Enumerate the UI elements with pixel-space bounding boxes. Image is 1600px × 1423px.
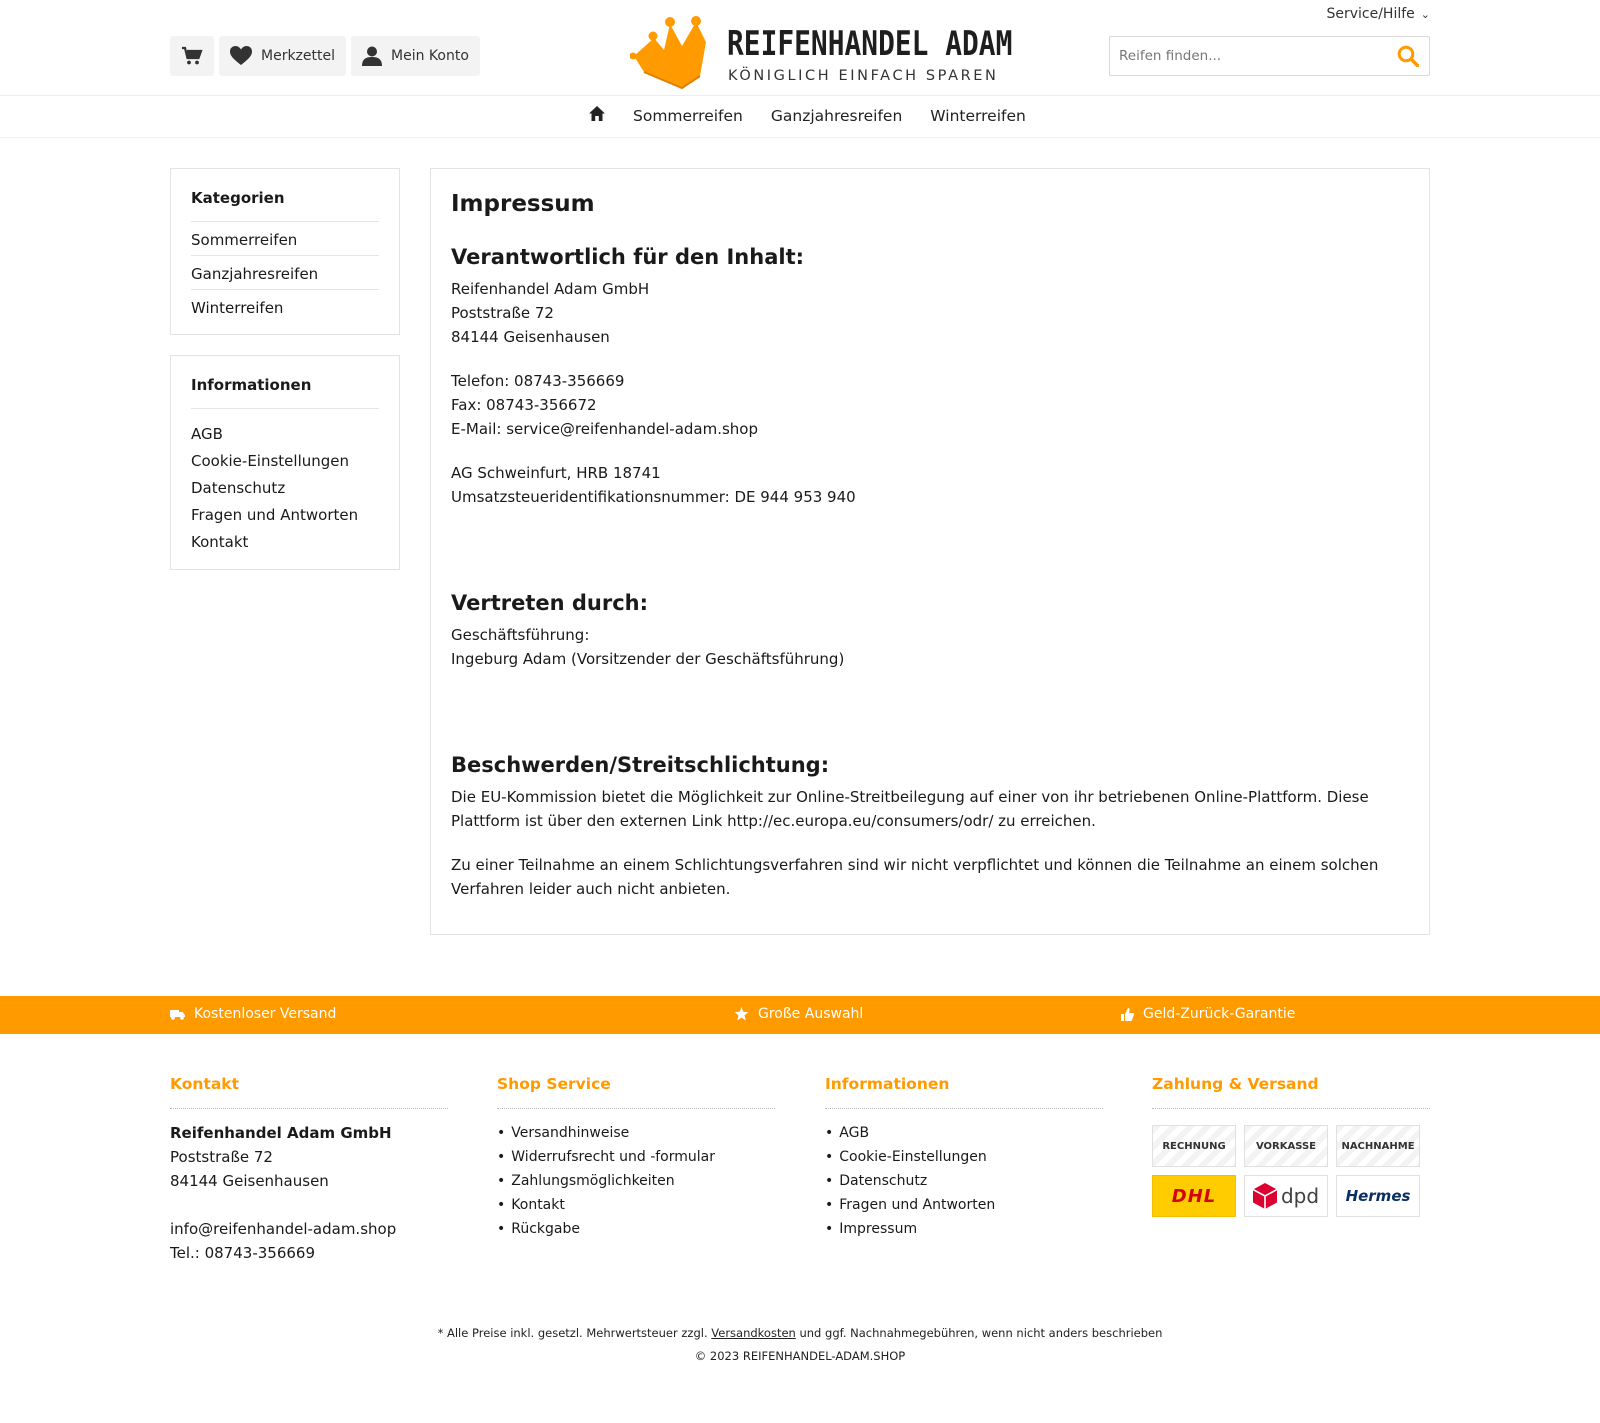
address-block [451,277,1409,349]
footer-service-title: Shop Service [497,1075,775,1109]
star-icon [734,1007,749,1021]
carrier-dpd-logo [1244,1175,1328,1217]
footer-link-rueckgabe[interactable]: Rückgabe [511,1221,581,1237]
footer-info-title: Informationen [825,1075,1103,1109]
dpd-cube-icon [1253,1183,1277,1209]
management-block [451,623,1409,671]
footer-contact [170,1075,448,1265]
footer-payment-title: Zahlung & Versand [1152,1075,1430,1109]
management-label: Geschäftsführung: [451,626,590,644]
footer-company: Reifenhandel Adam GmbH [170,1124,392,1142]
contact-block [451,369,1409,441]
odr-text: Die EU-Kommission bietet die Möglichkeit zur Online-Streitbeilegung auf einer von ihr betriebenen Online-Plattform. Diese Plattform ist über den externen Link [451,788,1369,830]
city: 84144 Geisenhausen [451,328,610,346]
account-button[interactable] [351,36,480,76]
odr-text-end: zu erreichen. [993,812,1096,830]
carrier-hermes-logo: Hermes [1336,1175,1420,1217]
account-label: Mein Konto [391,48,469,64]
sidebar-item-cookie[interactable]: Cookie-Einstellungen [191,452,350,470]
informationen-title: Informationen [191,376,379,409]
footer-email-link[interactable]: info@reifenhandel-adam.shop [170,1220,397,1238]
phone: Telefon: 08743-356669 [451,372,625,390]
usp-bar [0,996,1600,1034]
site-header [0,0,1600,96]
management-name: Ingeburg Adam (Vorsitzender der Geschäftsführung) [451,650,845,668]
chevron-down-icon: ⌄ [1420,7,1430,21]
vat-id: Umsatzsteueridentifikationsnummer: DE 944 953 940 [451,488,856,506]
sidebar-item-kontakt[interactable]: Kontakt [191,533,249,551]
merkzettel-label: Merkzettel [261,48,335,64]
user-icon [362,46,382,66]
search-icon [1397,45,1419,67]
dpd-label: dpd [1280,1184,1320,1208]
footer-phone: Tel.: 08743-356669 [170,1244,315,1262]
carrier-dhl-logo: DHL [1152,1175,1236,1217]
footer-shop-service [497,1075,775,1241]
footer-payment-shipping [1152,1075,1430,1217]
sidebar-item-faq[interactable]: Fragen und Antworten [191,506,359,524]
street: Poststraße 72 [451,304,554,322]
register-block [451,461,1409,509]
footer-informationen [825,1075,1103,1241]
payment-vorkasse: VORKASSE [1244,1125,1328,1167]
merkzettel-button[interactable] [219,36,346,76]
service-help-label: Service/Hilfe [1326,6,1415,22]
arbitration-paragraph: Zu einer Teilnahme an einem Schlichtungsverfahren sind wir nicht verpflichtet und können die Teilnahme an einem solchen Verfahren leider auch nicht anbieten. [451,856,1379,898]
sidebar-categories [170,168,400,335]
footer-city: 84144 Geisenhausen [170,1172,329,1190]
usp-label: Kostenloser Versand [194,1006,337,1022]
usp-free-shipping [170,1006,336,1022]
search-button[interactable] [1397,45,1419,71]
sidebar-item-ganzjahresreifen[interactable]: Ganzjahresreifen [191,265,319,283]
usp-label: Geld-Zurück-Garantie [1143,1006,1296,1022]
footer-link-cookie[interactable]: Cookie-Einstellungen [839,1149,987,1165]
usp-money-back [1121,1006,1295,1022]
cart-icon [181,46,203,66]
footer-link-faq[interactable]: Fragen und Antworten [839,1197,996,1213]
cart-button[interactable] [170,36,214,76]
categories-title: Kategorien [191,189,379,222]
payment-nachnahme: NACHNAHME [1336,1125,1420,1167]
main-navigation [0,96,1600,138]
footer-link-zahlung[interactable]: Zahlungsmöglichkeiten [511,1173,675,1189]
sidebar-item-winterreifen[interactable]: Winterreifen [191,299,284,317]
represented-heading: Vertreten durch: [451,591,649,615]
complaints-heading: Beschwerden/Streitschlichtung: [451,753,830,777]
sidebar-item-datenschutz[interactable]: Datenschutz [191,479,286,497]
footer-link-widerruf[interactable]: Widerrufsrecht und -formular [511,1149,715,1165]
footer-street: Poststraße 72 [170,1148,273,1166]
search-input[interactable] [1110,37,1380,75]
thumbs-up-icon [1121,1008,1134,1021]
nav-sommerreifen[interactable]: Sommerreifen [633,106,743,125]
logo-name: REIFENHANDEL ADAM [727,24,1013,64]
company-name: Reifenhandel Adam GmbH [451,280,650,298]
heart-icon [230,46,252,66]
home-button[interactable] [589,106,605,125]
truck-icon [170,1008,185,1020]
legal-suffix: und ggf. Nachnahmegebühren, wenn nicht anders beschrieben [795,1326,1163,1340]
email-prefix: E-Mail: [451,420,507,438]
nav-ganzjahresreifen[interactable]: Ganzjahresreifen [770,106,903,125]
usp-selection [734,1006,863,1022]
shipping-cost-link[interactable]: Versandkosten [711,1326,796,1340]
sidebar-item-agb[interactable]: AGB [191,425,223,443]
service-help-dropdown[interactable] [1326,6,1430,22]
home-icon [589,106,605,121]
site-logo[interactable] [630,14,1013,92]
footer-link-kontakt[interactable]: Kontakt [511,1197,565,1213]
payment-rechnung: RECHNUNG [1152,1125,1236,1167]
odr-link[interactable]: http://ec.europa.eu/consumers/odr/ [727,812,994,830]
legal-prefix: * Alle Preise inkl. gesetzl. Mehrwertsteuer zzgl. [437,1326,712,1340]
legal-note [0,1326,1600,1340]
responsible-heading: Verantwortlich für den Inhalt: [451,245,805,269]
fax: Fax: 08743-356672 [451,396,597,414]
footer-link-datenschutz[interactable]: Datenschutz [839,1173,928,1189]
crown-icon [630,16,710,90]
impressum-content [430,168,1430,935]
copyright: © 2023 REIFENHANDEL-ADAM.SHOP [694,1349,906,1363]
footer-link-impressum[interactable]: Impressum [839,1221,918,1237]
email-link[interactable]: service@reifenhandel-adam.shop [506,420,759,438]
nav-winterreifen[interactable]: Winterreifen [930,106,1026,125]
sidebar-item-sommerreifen[interactable]: Sommerreifen [191,231,298,249]
logo-slogan: KÖNIGLICH EINFACH SPAREN [728,68,999,84]
header-actions [170,36,480,76]
odr-paragraph [451,785,1409,833]
search-box [1109,36,1430,76]
court-register: AG Schweinfurt, HRB 18741 [451,464,661,482]
footer-link-agb[interactable]: AGB [839,1125,870,1141]
usp-label: Große Auswahl [758,1006,864,1022]
footer-contact-title: Kontakt [170,1075,448,1109]
sidebar-informationen [170,355,400,570]
page-title: Impressum [451,191,595,217]
footer-link-versandhinweise[interactable]: Versandhinweise [511,1125,630,1141]
